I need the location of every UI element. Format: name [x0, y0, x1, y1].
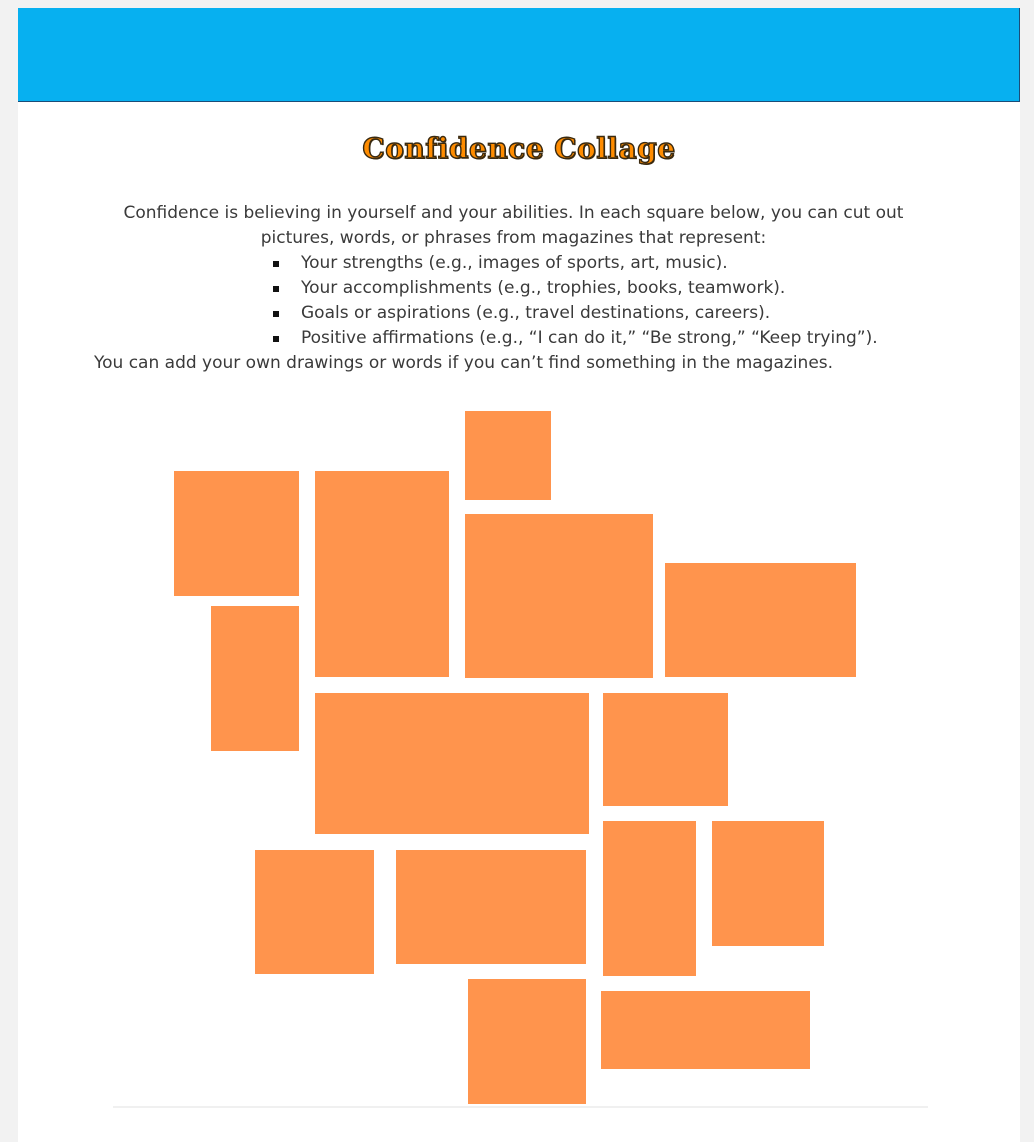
collage-square[interactable]: [465, 411, 551, 500]
collage-square[interactable]: [174, 471, 299, 596]
collage-square[interactable]: [465, 514, 653, 678]
header-band: [18, 8, 1020, 102]
list-item: [273, 301, 928, 326]
collage-area: [113, 406, 928, 1108]
collage-square[interactable]: [396, 850, 586, 964]
bullet-square-icon: [273, 336, 279, 342]
collage-square[interactable]: [315, 693, 589, 834]
collage-square[interactable]: [255, 850, 374, 974]
bullet-text: Goals or aspirations (e.g., travel destinations, careers).: [301, 303, 771, 323]
collage-square[interactable]: [665, 563, 856, 677]
collage-square[interactable]: [603, 821, 696, 976]
bullet-text: Your strengths (e.g., images of sports, art, music).: [301, 253, 728, 273]
intro-text: Confidence is believing in yourself and your abilities. In each square below, you can cut out pictures, words, or phrases from magazines that represent:: [123, 203, 904, 248]
bullet-text: Your accomplishments (e.g., trophies, books, teamwork).: [301, 278, 786, 298]
collage-square[interactable]: [712, 821, 824, 946]
page-title: Confidence Collage: [362, 132, 676, 165]
collage-square[interactable]: [601, 991, 810, 1069]
outro-text: You can add your own drawings or words if you can’t find something in the magazines.: [94, 353, 834, 373]
bullet-text: Positive affirmations (e.g., “I can do it,” “Be strong,” “Keep trying”).: [301, 328, 878, 348]
collage-square[interactable]: [211, 606, 299, 751]
list-item: [273, 251, 928, 276]
bullet-square-icon: [273, 286, 279, 292]
list-item: [273, 326, 928, 351]
collage-square[interactable]: [315, 471, 449, 677]
bullet-square-icon: [273, 311, 279, 317]
bullet-square-icon: [273, 261, 279, 267]
collage-square[interactable]: [603, 693, 728, 806]
bullet-list: [108, 251, 928, 351]
worksheet-page: [18, 8, 1020, 1142]
instructions: [94, 201, 928, 376]
list-item: [273, 276, 928, 301]
collage-square[interactable]: [468, 979, 586, 1104]
